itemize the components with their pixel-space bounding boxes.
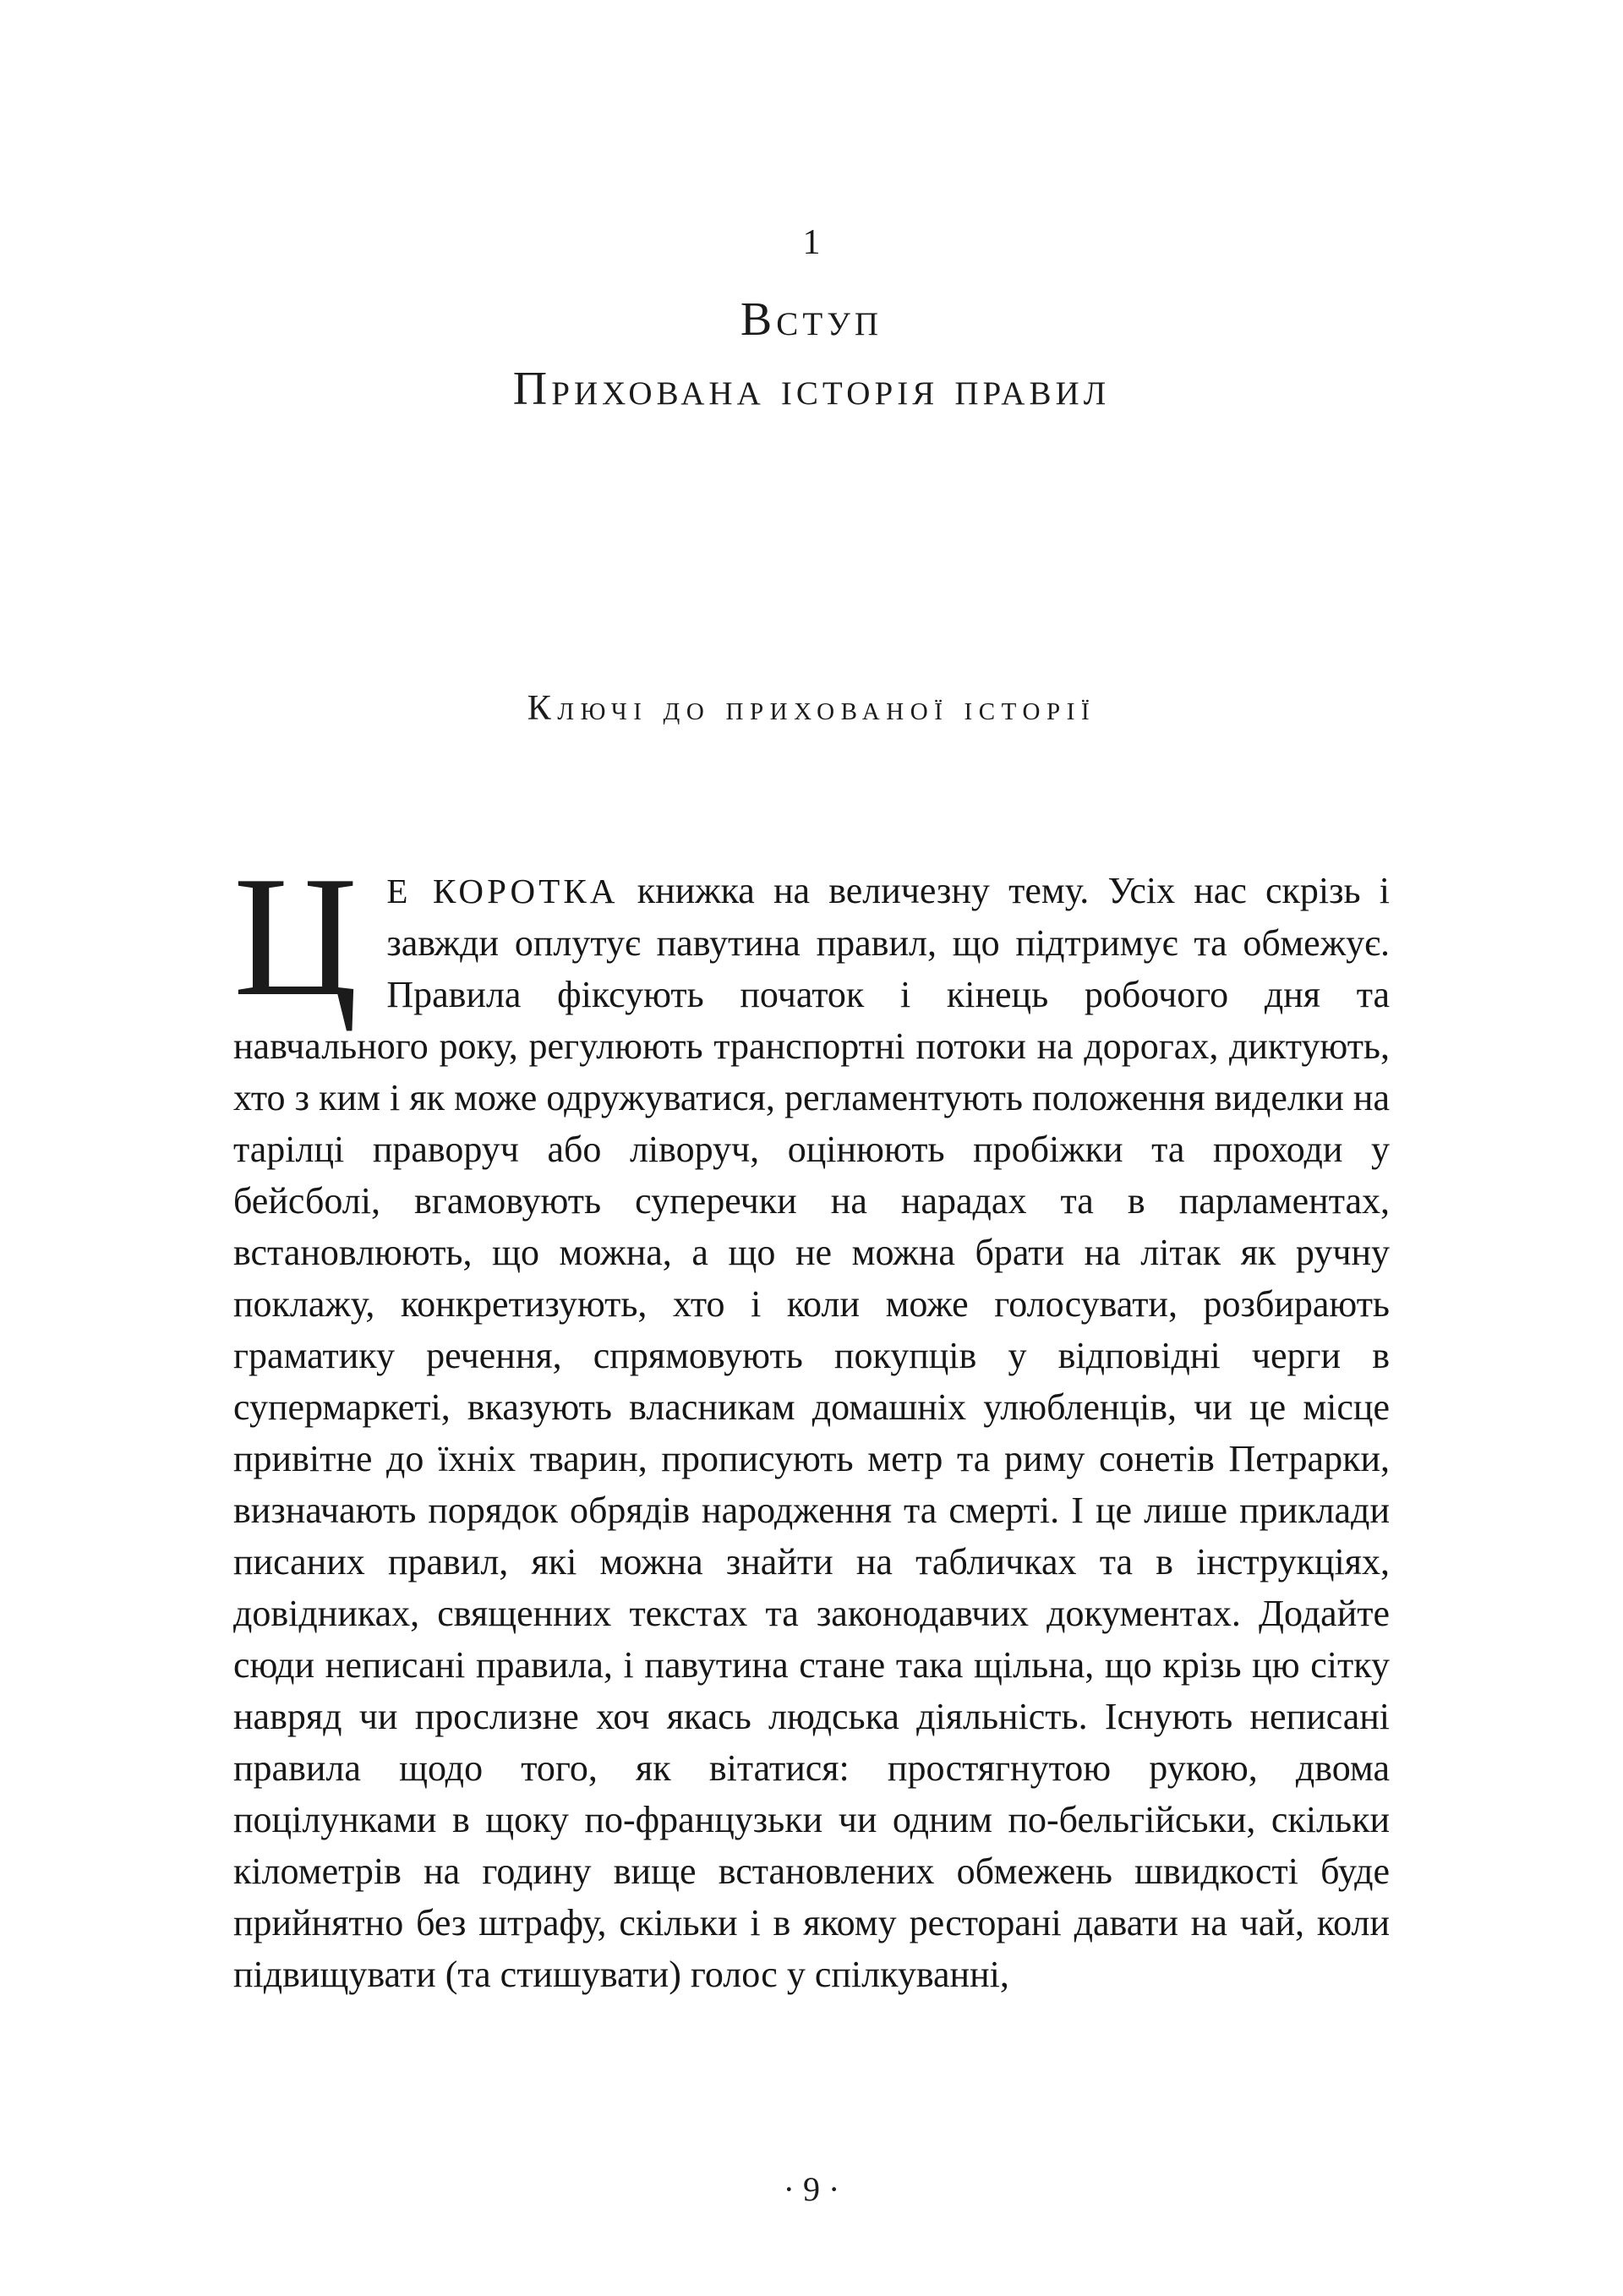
- section-heading: Ключі до прихованої історії: [527, 688, 1096, 728]
- page-number: · 9 ·: [783, 2170, 840, 2208]
- body-paragraph: [233, 841, 1390, 2000]
- chapter-title: Вступ: [740, 293, 883, 346]
- text-block: [233, 0, 1390, 2000]
- drop-cap: Ц: [233, 841, 358, 1033]
- chapter-header: [233, 0, 1390, 417]
- chapter-number: 1: [802, 223, 821, 262]
- chapter-subtitle: Прихована історія правил: [512, 363, 1111, 416]
- body-text: книжка на величезну тему. Усіх нас скрізь і завжди оплутує павутина правил, що підтримує та обмежує. Правила фіксують початок і кінець робочого дня та навчального року, регулюють транспортні потоки на дорогах, диктують, хто з ким і як може одружуватися, регламентують положення виделки на тарілці праворуч або ліворуч, оцінюють пробіжки та проходи у бейсболі, вгамовують суперечки на нарадах та в парламентах, встановлюють, що можна, а що не можна брати на літак як ручну поклажу, конкретизують, хто і коли може голосувати, розбирають граматику речення, спрямовують покупців у відповідні черги в супермаркеті, вказують власникам домашніх улюбленців, чи це місце привітне до їхніх тварин, прописують метр та риму сонетів Петрарки, визначають порядок обрядів народження та смерті. І це лише приклади писаних правил, які можна знайти на табличках та в інструкціях, довідниках, священних текстах та законодавчих документах. Додайте сюди неписані правила, і павутина стане така щільна, що крізь цю сітку навряд чи прослизне хоч якась людська діяльність. Існують неписані правила щодо того, як вітатися: простягнутою рукою, двома поцілунками в щоку по-французьки чи одним по-бельгійськи, скільки кілометрів на годину вище встановлених обмежень швидкості буде прийнятно без штрафу, скільки і в якому ресторані давати на чай, коли підвищувати (та стишувати) голос у спілкуванні,: [233, 870, 1390, 1996]
- lead-in-small-caps: Е КОРОТКА: [386, 872, 619, 911]
